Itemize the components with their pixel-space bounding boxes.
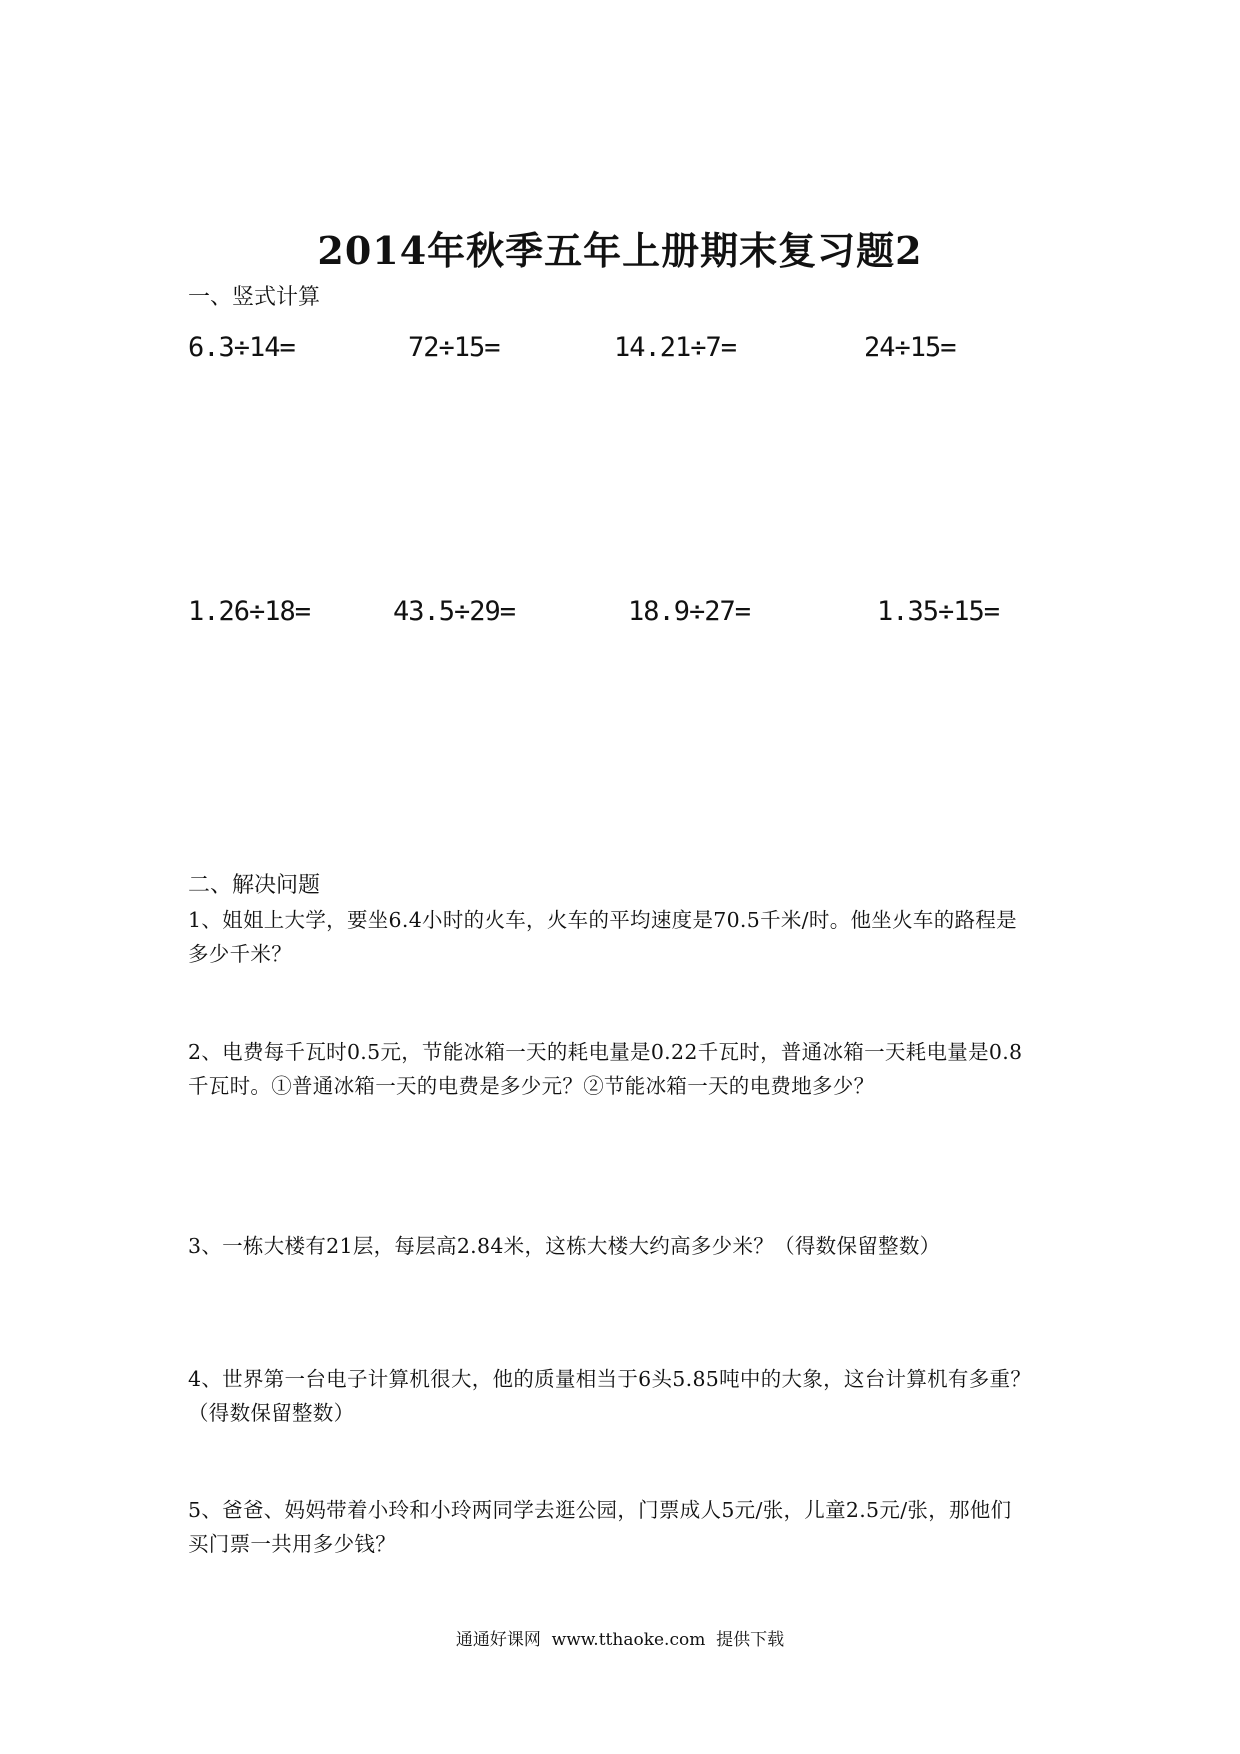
calc-problem: 43.5÷29= <box>393 596 516 627</box>
problem-line: 5、爸爸、妈妈带着小玲和小玲两同学去逛公园，门票成人5元/张，儿童2.5元/张，那他们 <box>188 1498 1012 1522</box>
word-problem-1 <box>188 903 1068 971</box>
calc-problem: 24÷15= <box>864 332 956 363</box>
word-problem-4 <box>188 1362 1068 1430</box>
problem-line: 2、电费每千瓦时0.5元，节能冰箱一天的耗电量是0.22千瓦时，普通冰箱一天耗电量是0.8 <box>188 1040 1023 1064</box>
calc-problem: 18.9÷27= <box>628 596 751 627</box>
page-title: 2014年秋季五年上册期末复习题2 <box>317 228 923 273</box>
problem-line: 买门票一共用多少钱？ <box>188 1532 396 1556</box>
problem-line: 3、一栋大楼有21层，每层高2.84米，这栋大楼大约高多少米？（得数保留整数） <box>188 1234 941 1258</box>
problem-line: 千瓦时。①普通冰箱一天的电费是多少元？②节能冰箱一天的电费地多少？ <box>188 1074 875 1098</box>
calc-problem: 1.26÷18= <box>188 596 311 627</box>
problem-line: 多少千米？ <box>188 942 292 966</box>
word-problem-2 <box>188 1035 1068 1103</box>
section-heading-calculation: 一、竖式计算 <box>188 285 321 310</box>
section-heading-word-problems: 二、解决问题 <box>188 873 321 898</box>
calc-problem: 1.35÷15= <box>877 596 1000 627</box>
footer-source-note: 通通好课网 www.tthaoke.com 提供下载 <box>455 1630 785 1650</box>
problem-line: 1、姐姐上大学，要坐6.4小时的火车，火车的平均速度是70.5千米/时。他坐火车的路程是 <box>188 908 1017 932</box>
problem-line: （得数保留整数） <box>188 1401 355 1425</box>
word-problem-3 <box>188 1229 1068 1263</box>
calc-problem: 72÷15= <box>408 332 500 363</box>
problem-line: 4、世界第一台电子计算机很大，他的质量相当于6头5.85吨中的大象，这台计算机有多重？ <box>188 1367 1032 1391</box>
calc-problem: 6.3÷14= <box>188 332 295 363</box>
calc-problem: 14.21÷7= <box>614 332 737 363</box>
word-problem-5 <box>188 1493 1068 1561</box>
